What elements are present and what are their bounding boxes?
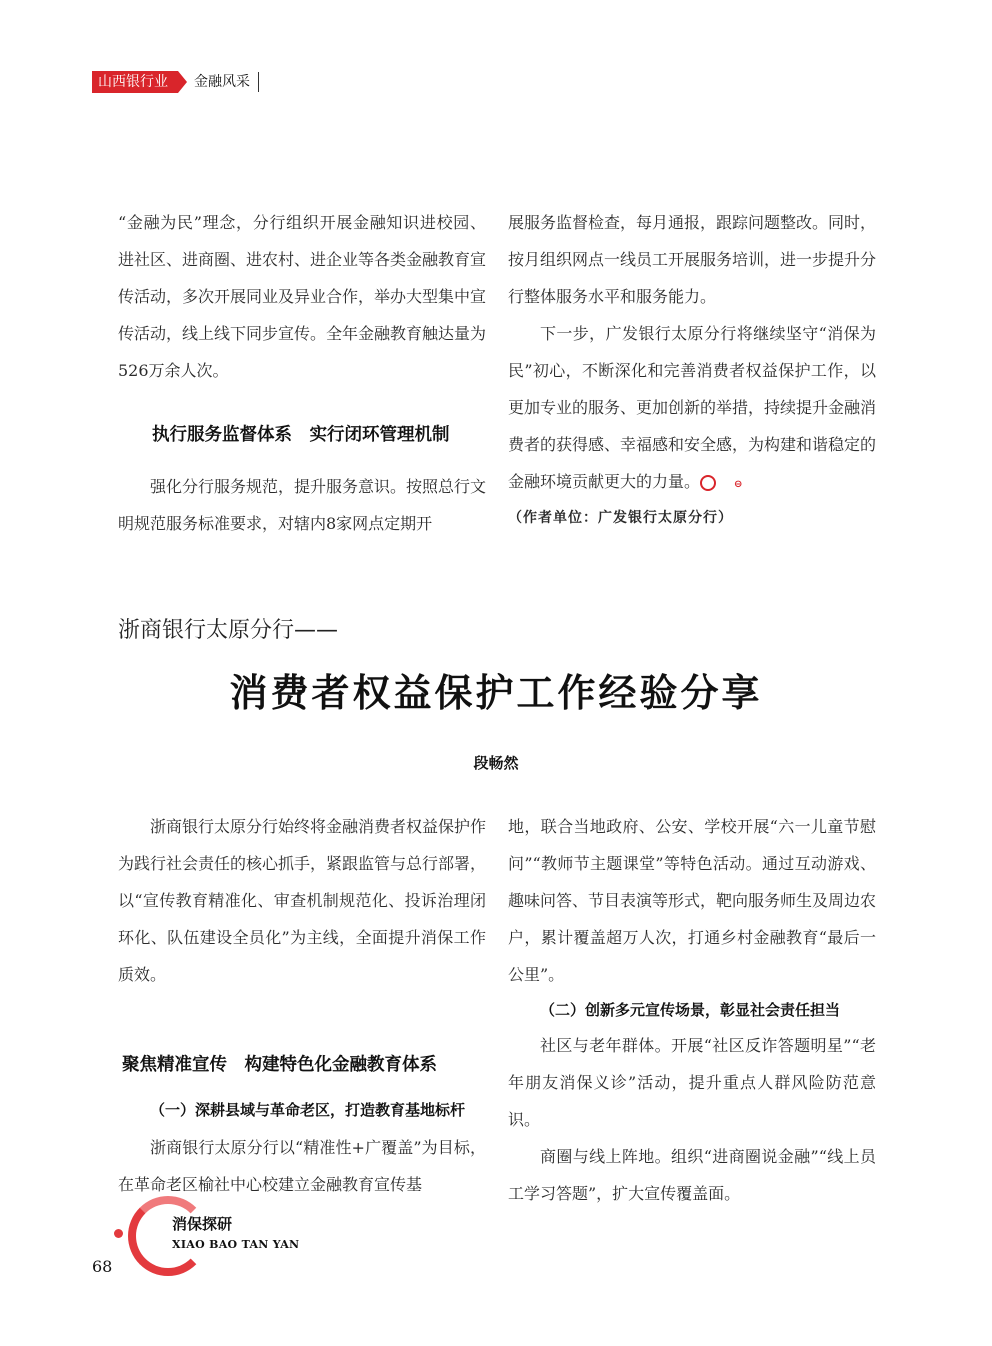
section-heading: 聚焦精准宣传 构建特色化金融教育体系: [122, 1055, 437, 1075]
paragraph: 展服务监督检查，每月通报，跟踪问题整改。同时，按月组织网点一线员工开展服务培训，进一步提升分行整体服务水平和服务能力。: [508, 213, 877, 306]
section-heading: 执行服务监督体系 实行闭环管理机制: [152, 425, 450, 445]
footer-column-pinyin: XIAO BAO TAN YAN: [172, 1238, 300, 1251]
paragraph: “金融为民”理念，分行组织开展金融知识进校园、进社区、进商圈、进农村、进企业等各类金融教育宣传活动，多次开展同业及异业合作，举办大型集中宣传活动，线上线下同步宣传。全年金融教育触达量为526万余人次。: [118, 213, 487, 380]
article-author: 段畅然: [473, 754, 519, 772]
sub-heading: （二）创新多元宣传场景，彰显社会责任担当: [540, 1001, 841, 1019]
paragraph-text: 下一步，广发银行太原分行将继续坚守“消保为民”初心，不断深化和完善消费者权益保护工作，以更加专业的服务、更加创新的举措，持续提升金融消费者的获得感、幸福感和安全感，为构建和谐稳定的金融环境贡献更大的力量。: [508, 324, 877, 491]
paragraph: 强化分行服务规范，提升服务意识。按照总行文明规范服务标准要求，对辖内8家网点定期开: [118, 477, 487, 533]
bottom-left-column: [118, 808, 486, 1203]
paragraph: 地，联合当地政府、公安、学校开展“六一儿童节慰问”“教师节主题课堂”等特色活动。通过互动游戏、趣味问答、节目表演等形式，靶向服务师生及周边农户，累计覆盖超万人次，打通乡村金融教育“最后一公里”。: [508, 817, 877, 984]
paragraph: 浙商银行太原分行以“精准性+广覆盖”为目标，在革命老区榆社中心校建立金融教育宣传基: [118, 1138, 486, 1194]
footer-ring-decoration: [128, 1196, 208, 1276]
article-kicker: 浙商银行太原分行——: [118, 618, 339, 643]
bottom-right-column: [508, 808, 876, 1212]
page-number: 68: [92, 1257, 113, 1276]
section-tag: [92, 70, 259, 94]
section-tag-red: 山西银行业: [92, 71, 178, 93]
footer-column-name: 消保探研: [172, 1215, 233, 1233]
footer-dot-decoration: [114, 1229, 123, 1238]
section-tag-category: 金融风采: [190, 72, 259, 92]
sub-heading: （一）深耕县域与革命老区，打造教育基地标杆: [150, 1101, 466, 1119]
paragraph: [508, 315, 876, 500]
paragraph: 社区与老年群体。开展“社区反诈答题明星”“老年朋友消保义诊”活动，提升重点人群风险防范意识。: [508, 1036, 876, 1129]
paragraph: 商圈与线上阵地。组织“进商圈说金融”“线上员工学习答题”，扩大宣传覆盖面。: [508, 1147, 876, 1203]
article-title: 消费者权益保护工作经验分享: [229, 670, 763, 715]
top-right-column: [508, 204, 876, 537]
top-left-column: [118, 204, 486, 542]
end-mark-icon: ⊖: [700, 475, 716, 491]
paragraph: 浙商银行太原分行始终将金融消费者权益保护作为践行社会责任的核心抓手，紧跟监管与总行部署，以“宣传教育精准化、审查机制规范化、投诉治理闭环化、队伍建设全员化”为主线，全面提升消保工作质效。: [118, 817, 487, 984]
author-unit: （作者单位：广发银行太原分行）: [508, 510, 733, 526]
